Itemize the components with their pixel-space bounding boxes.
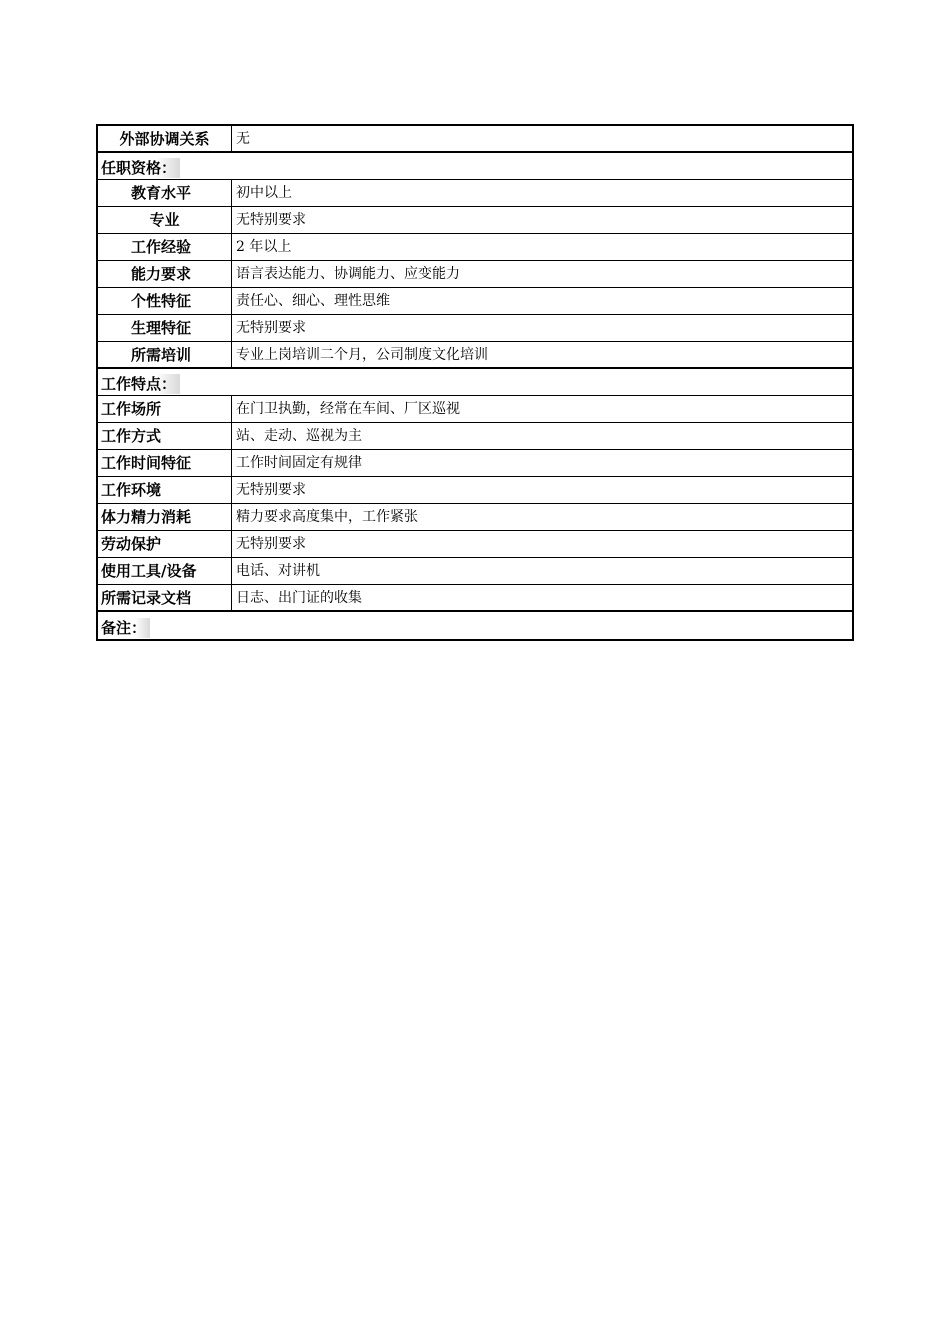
- row-value: 无特别要求: [236, 536, 306, 552]
- row-value: 站、走动、巡视为主: [236, 428, 362, 444]
- row-label: 专业: [98, 207, 232, 233]
- row-label: 生理特征: [98, 315, 232, 341]
- row-label: 所需培训: [98, 342, 232, 367]
- row-major: [98, 207, 852, 234]
- row-workplace: [98, 396, 852, 423]
- row-value: 2 年以上: [236, 239, 292, 255]
- row-physiology: [98, 315, 852, 342]
- section-title: 工作特点：: [98, 374, 180, 394]
- row-work-mode: [98, 423, 852, 450]
- row-personality: [98, 288, 852, 315]
- job-description-table: [96, 124, 854, 641]
- row-value: 在门卫执勤，经常在车间、厂区巡视: [236, 401, 460, 417]
- row-external-coordination: [98, 126, 852, 153]
- section-header-work-features: [98, 369, 852, 396]
- section-header-qualifications: [98, 153, 852, 180]
- row-value: 工作时间固定有规律: [236, 455, 362, 471]
- row-label: 使用工具/设备: [98, 558, 232, 584]
- row-label: 外部协调关系: [98, 126, 232, 151]
- row-tools: [98, 558, 852, 585]
- row-value: 电话、对讲机: [236, 563, 320, 579]
- row-label: 劳动保护: [98, 531, 232, 557]
- row-work-hours: [98, 450, 852, 477]
- row-value: 无特别要求: [236, 482, 306, 498]
- row-label: 体力精力消耗: [98, 504, 232, 530]
- row-energy: [98, 504, 852, 531]
- row-value: 无: [236, 131, 250, 147]
- row-value: 日志、出门证的收集: [236, 590, 362, 606]
- row-value: 无特别要求: [236, 212, 306, 228]
- row-abilities: [98, 261, 852, 288]
- row-environment: [98, 477, 852, 504]
- section-title: 备注：: [98, 618, 150, 638]
- row-value: 初中以上: [236, 185, 292, 201]
- row-label: 工作场所: [98, 396, 232, 422]
- row-records: [98, 585, 852, 612]
- row-training: [98, 342, 852, 369]
- row-value: 精力要求高度集中，工作紧张: [236, 509, 418, 525]
- row-label: 工作方式: [98, 423, 232, 449]
- section-title: 任职资格：: [98, 158, 180, 178]
- row-protection: [98, 531, 852, 558]
- section-header-remarks: [98, 612, 852, 639]
- row-value: 语言表达能力、协调能力、应变能力: [236, 266, 460, 282]
- row-label: 工作时间特征: [98, 450, 232, 476]
- row-label: 能力要求: [98, 261, 232, 287]
- row-education: [98, 180, 852, 207]
- row-label: 教育水平: [98, 180, 232, 206]
- row-value: 无特别要求: [236, 320, 306, 336]
- row-value: 专业上岗培训二个月，公司制度文化培训: [236, 347, 488, 363]
- row-label: 工作环境: [98, 477, 232, 503]
- row-label: 工作经验: [98, 234, 232, 260]
- row-label: 个性特征: [98, 288, 232, 314]
- row-value: 责任心、细心、理性思维: [236, 293, 390, 309]
- row-label: 所需记录文档: [98, 585, 232, 610]
- row-experience: [98, 234, 852, 261]
